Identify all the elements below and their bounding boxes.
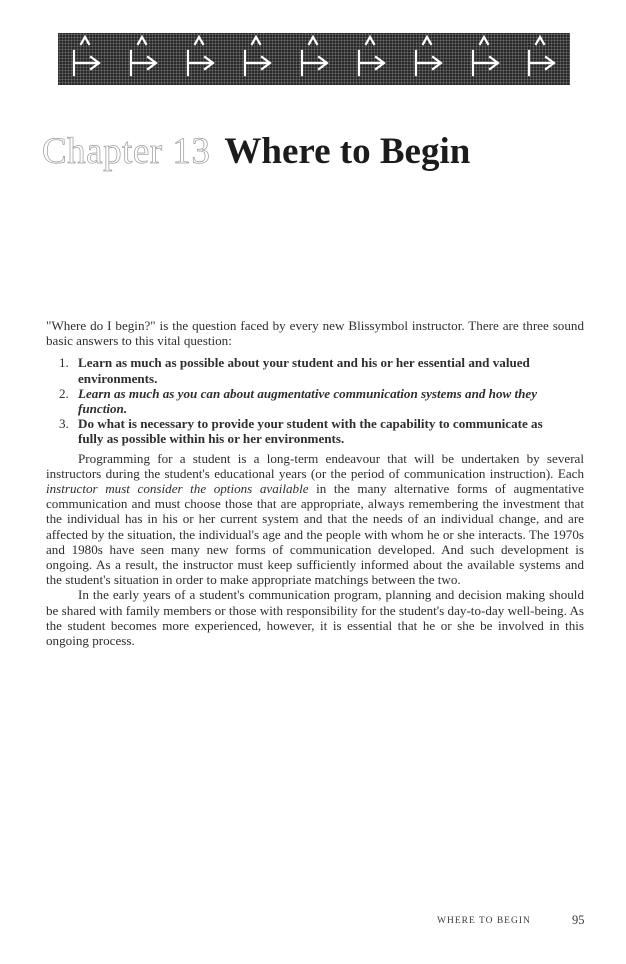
bliss-begin-symbol	[64, 33, 108, 85]
answer-number: 2.	[59, 385, 69, 401]
intro-paragraph: "Where do I begin?" is the question faced by every new Blissymbol instructor. There are three sound basic answers to this vital question:	[46, 318, 584, 349]
body-paragraph-text: in the many alternative forms of augmentative communication and must choose those that are appropriate, always remembering the investment that the individual has in his or her current system and that the needs of an individual change, and are affected by the situation, the individual's age and the people with whom he or she interacts. The 1970s and 1980s have seen many new forms of communication developed. And such development is ongoing. As a result, the instructor must keep sufficiently informed about the available systems and the student's situation in order to make appropriate matchings between the two.	[46, 481, 584, 588]
body-paragraph	[46, 451, 584, 588]
bliss-begin-symbol	[292, 33, 336, 85]
body-paragraph-emphasis: instructor must consider the options available	[46, 481, 309, 497]
bliss-begin-symbol	[406, 33, 450, 85]
chapter-title: Where to Begin	[224, 131, 471, 172]
body-text	[46, 318, 584, 648]
running-head: WHERE TO BEGIN	[437, 916, 531, 926]
bliss-begin-symbol	[349, 33, 393, 85]
answer-text: Learn as much as possible about your student and his or her essential and valued environments.	[78, 355, 530, 386]
answer-item	[46, 416, 558, 446]
answer-text: Learn as much as you can about augmentative communication systems and how they function.	[78, 385, 538, 417]
bliss-begin-symbol	[463, 33, 507, 85]
answer-number: 3.	[59, 416, 69, 432]
body-paragraph: In the early years of a student's communication program, planning and decision making should be shared with family members or those with responsibility for the student's day-to-day well-being. As the student becomes more experienced, however, it is essential that he or she be involved in this ongoing process.	[46, 587, 584, 649]
answer-item	[46, 386, 558, 416]
answer-text: Do what is necessary to provide your student with the capability to communicate as fully as possible within his or her environments.	[78, 416, 543, 447]
bliss-begin-symbol	[235, 33, 279, 85]
chapter-banner	[58, 33, 570, 85]
chapter-heading	[42, 130, 470, 173]
answer-item	[46, 355, 558, 385]
answers-list	[46, 355, 584, 446]
body-paragraph-text: Programming for a student is a long-term endeavour that will be undertaken by several instructors during the student's educational years (or the period of communication instruction). Each	[46, 450, 584, 481]
bliss-begin-symbol	[178, 33, 222, 85]
bliss-begin-symbol	[121, 33, 165, 85]
bliss-begin-symbol	[519, 33, 563, 85]
chapter-number: Chapter 13	[42, 131, 211, 172]
answer-number: 1.	[59, 355, 69, 371]
page-number: 95	[572, 913, 585, 927]
